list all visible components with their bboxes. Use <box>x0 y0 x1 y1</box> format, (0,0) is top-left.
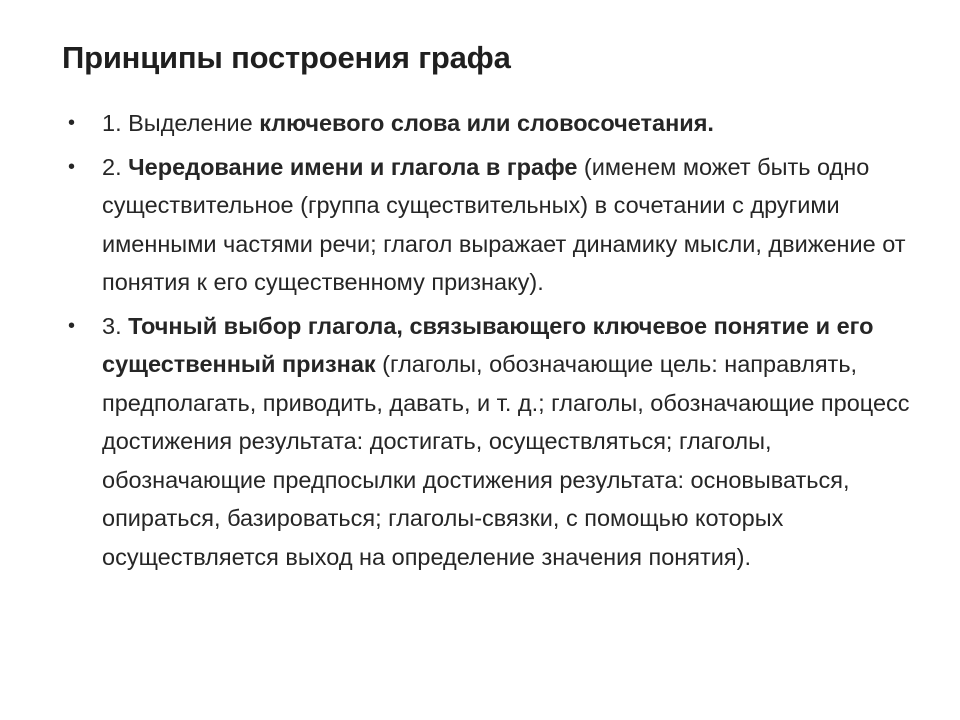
bullet-list <box>68 104 923 581</box>
item-prefix: 1. Выделение <box>102 110 260 136</box>
bullet-text <box>102 154 906 296</box>
bullet-icon: • <box>68 112 76 134</box>
item-rest-text: (именем может быть одно существительное (группа существительных) в сочетании с другими именными частями речи; глагол выражает динамику мысли, движение от понятия к его существенному признаку). <box>102 153 906 295</box>
bullet-icon: • <box>68 314 76 337</box>
item-bold-text: Точный выбор глагола, связывающего ключевое понятие и его существенный признак <box>102 312 874 377</box>
bullet-icon: • <box>68 155 76 178</box>
item-prefix: 2. <box>102 153 129 180</box>
item-bold-text: Чередование имени и глагола в графе <box>128 153 578 180</box>
list-item <box>68 307 923 577</box>
item-prefix: 3. <box>102 312 129 339</box>
list-item <box>68 148 923 302</box>
item-bold-text: ключевого слова или словосочетания. <box>259 110 714 136</box>
list-item <box>68 104 923 143</box>
bullet-text <box>102 313 910 570</box>
item-rest-text: (глаголы, обозначающие цель: направлять, предполагать, приводить, давать, и т. д.; глаголы, обозначающие процесс достижения результата: достигать, осуществляться; глаголы, обозначающие предпосылки достижения результата: основываться, опираться, базироваться; глаголы-связки, с помощью которых осуществляется выход на определение значения понятия). <box>102 351 910 570</box>
bullet-text <box>102 110 714 136</box>
slide-title: Принципы построения графа <box>62 40 511 75</box>
